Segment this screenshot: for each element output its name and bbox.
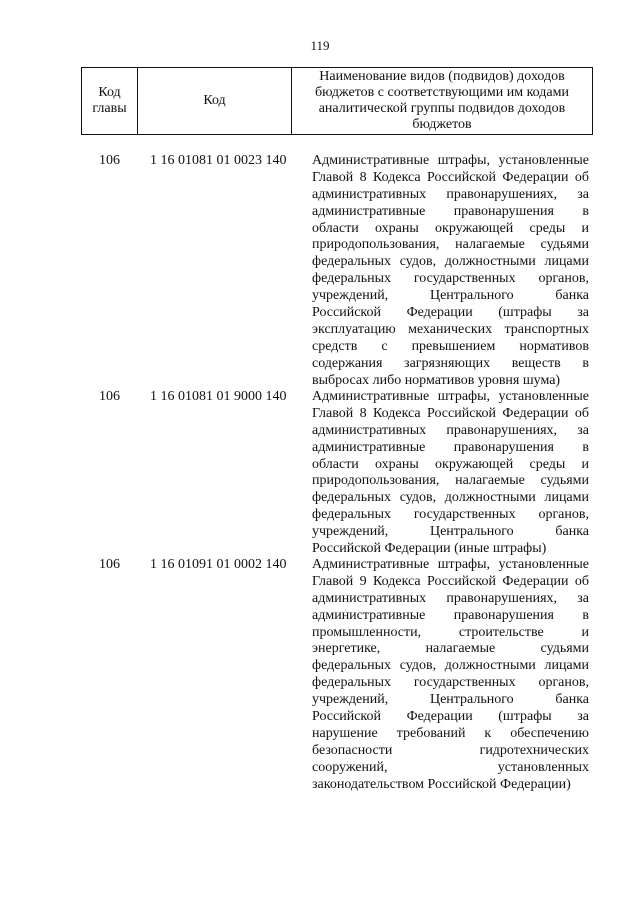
table-header <box>81 67 593 135</box>
header-chapter-code: Код главы <box>82 68 138 134</box>
description-line: Административные штрафы, установленные <box>312 153 589 168</box>
description-line: области охраны окружающей среды и <box>312 220 589 236</box>
description-line: учреждений, Центрального банка <box>312 524 589 540</box>
description-line: безопасности гидротехнических <box>312 742 589 758</box>
description-line: Административные штрафы, установленные <box>312 389 589 404</box>
row-chapter-code: 106 <box>99 389 120 404</box>
description-line: природопользования, налагаемые судьями <box>312 237 589 253</box>
page-number: 119 <box>310 38 330 53</box>
description-line: Российской Федерации (иные штрафы) <box>312 541 547 557</box>
description-line: эксплуатацию механических транспортных <box>312 321 589 337</box>
description-line: федеральных судов, должностными лицами <box>312 658 589 674</box>
description-line: федеральных государственных органов, <box>312 271 589 287</box>
description-line: федеральных судов, должностными лицами <box>312 490 589 506</box>
row-code: 1 16 01081 01 9000 140 <box>150 389 287 404</box>
description-line: промышленности, строительстве и <box>312 624 589 640</box>
description-line: административных правонарушениях, за <box>312 422 589 438</box>
description-line: Главой 8 Кодекса Российской Федерации об <box>312 405 589 421</box>
description-line: выбросах либо нормативов уровня шума) <box>312 372 561 388</box>
row-description <box>312 557 589 793</box>
description-line: Главой 8 Кодекса Российской Федерации об <box>312 169 589 185</box>
description-line: природопользования, налагаемые судьями <box>312 473 589 489</box>
description-line: административных правонарушениях, за <box>312 186 589 202</box>
row-chapter-code: 106 <box>99 153 120 168</box>
description-line: административных правонарушениях, за <box>312 590 589 606</box>
header-code: Код <box>138 68 292 134</box>
description-line: федеральных государственных органов, <box>312 507 589 523</box>
description-line: содержания загрязняющих веществ в <box>312 355 589 371</box>
description-line: Административные штрафы, установленные <box>312 557 589 572</box>
description-line: средств с превышением нормативов <box>312 338 589 354</box>
row-code: 1 16 01091 01 0002 140 <box>150 557 287 572</box>
description-line: административные правонарушения в <box>312 439 589 455</box>
row-description <box>312 389 589 558</box>
row-description <box>312 153 589 389</box>
description-line: области охраны окружающей среды и <box>312 456 589 472</box>
row-chapter-code: 106 <box>99 557 120 572</box>
description-line: Российской Федерации (штрафы за <box>312 709 589 725</box>
header-name: Наименование видов (подвидов) доходов бюджетов с соответствующими им кодами аналитической группы подвидов доходов бюджетов <box>315 69 569 132</box>
description-line: административные правонарушения в <box>312 607 589 623</box>
description-line: сооружений, установленных <box>312 759 589 775</box>
description-line: учреждений, Центрального банка <box>312 692 589 708</box>
description-line: законодательством Российской Федерации) <box>312 776 571 792</box>
description-line: федеральных судов, должностными лицами <box>312 254 589 270</box>
description-line: федеральных государственных органов, <box>312 675 589 691</box>
row-code: 1 16 01081 01 0023 140 <box>150 153 287 168</box>
description-line: Главой 9 Кодекса Российской Федерации об <box>312 573 589 589</box>
description-line: энергетике, налагаемые судьями <box>312 641 589 657</box>
description-line: административные правонарушения в <box>312 203 589 219</box>
description-line: учреждений, Центрального банка <box>312 288 589 304</box>
description-line: Российской Федерации (штрафы за <box>312 305 589 321</box>
description-line: нарушение требований к обеспечению <box>312 725 589 741</box>
